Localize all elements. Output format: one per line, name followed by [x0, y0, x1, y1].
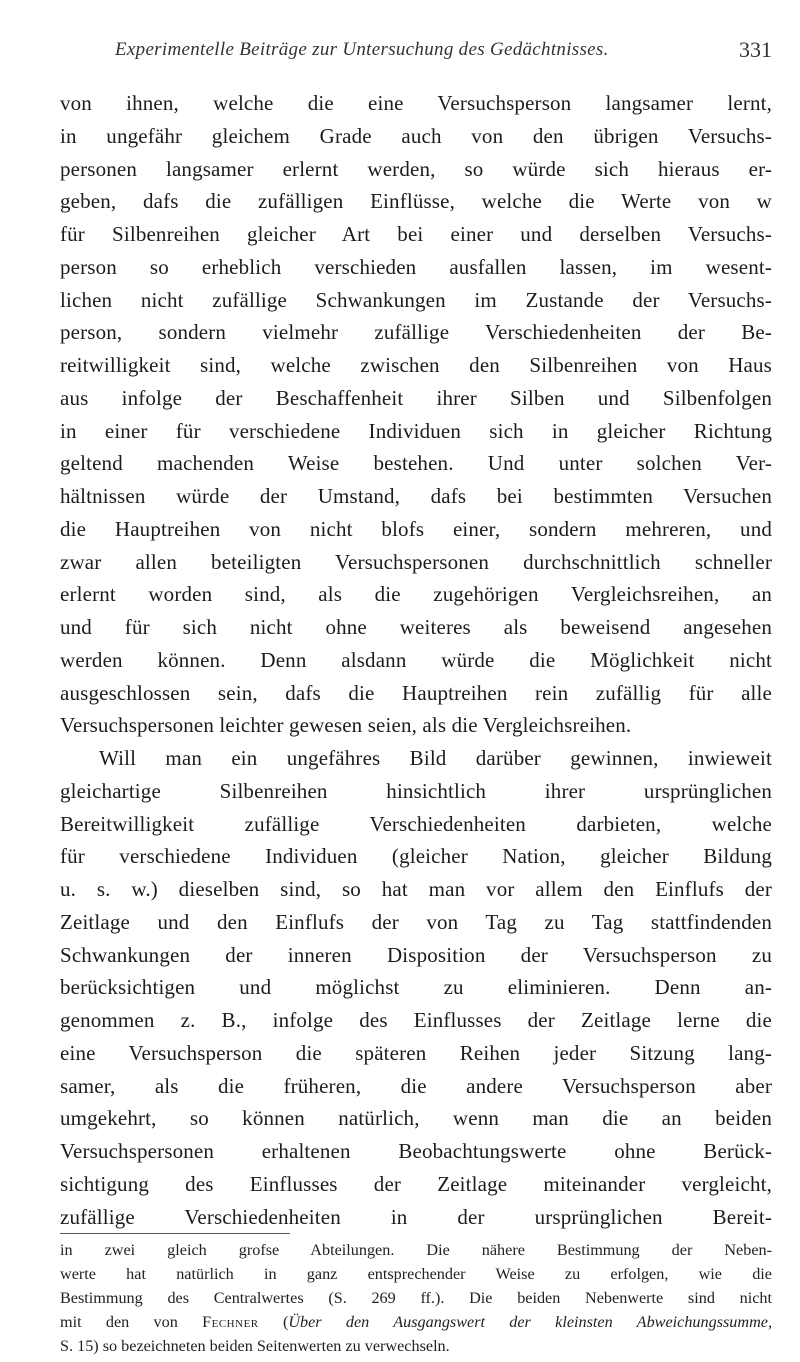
- text-line: für Silbenreihen gleicher Art bei einer und derselben Versuchs-: [60, 222, 772, 246]
- open-paren: (: [282, 1313, 289, 1331]
- footnote: [60, 1238, 772, 1358]
- footnote-line: Bestimmung des Centralwertes (S. 269 ff.). Die beiden Nebenwerte sind nicht: [60, 1289, 772, 1307]
- page-number: 331: [739, 37, 772, 62]
- text-line: Zeitlage und den Einflufs der von Tag zu Tag stattfindenden: [60, 909, 772, 934]
- running-title: Experimentelle Beiträge zur Untersuchung des Gedächtnisses.: [115, 39, 609, 60]
- text-line: genommen z. B., infolge des Einflusses der Zeitlage lerne die: [60, 1008, 772, 1032]
- text-line: u. s. w.) dieselben sind, so hat man vor allem den Einflufs der: [60, 877, 772, 901]
- author-name: Fechner: [202, 1313, 259, 1331]
- text-line: Schwankungen der inneren Disposition der Versuchsperson zu: [60, 942, 772, 967]
- text-line: in einer für verschiedene Individuen sich in gleicher Richtung: [60, 418, 772, 443]
- text-line: samer, als die früheren, die andere Versuchsperson aber: [60, 1073, 772, 1098]
- footnote-line: werte hat natürlich in ganz entsprechender Weise zu erfolgen, wie die: [60, 1265, 772, 1283]
- cited-work-title: Über den Ausgangswert der kleinsten Abweichungssumme,: [288, 1313, 773, 1331]
- footnote-line: S. 15) so bezeichneten beiden Seitenwerten zu verwechseln.: [60, 1337, 450, 1355]
- text-line: ausgeschlossen sein, dafs die Hauptreihen rein zufällig für alle: [60, 680, 772, 705]
- text-line: Will man ein ungefähres Bild darüber gewinnen, inwieweit: [99, 746, 772, 770]
- text-line: und für sich nicht ohne weiteres als beweisend angesehen: [60, 615, 772, 639]
- footnote-line: in zwei gleich grofse Abteilungen. Die nähere Bestimmung der Neben-: [60, 1241, 772, 1259]
- text-line: von ihnen, welche die eine Versuchsperson langsamer lernt,: [60, 91, 772, 115]
- text-line: hältnissen würde der Umstand, dafs bei bestimmten Versuchen: [60, 484, 772, 508]
- text-line: für verschiedene Individuen (gleicher Nation, gleicher Bildung: [60, 844, 772, 869]
- text-line: geltend machenden Weise bestehen. Und unter solchen Ver-: [60, 451, 772, 476]
- text-line: sichtigung des Einflusses der Zeitlage miteinander vergleicht,: [60, 1171, 772, 1196]
- text-line: erlernt worden sind, als die zugehörigen Vergleichsreihen, an: [60, 582, 772, 607]
- text-line: personen langsamer erlernt werden, so würde sich hieraus er-: [60, 156, 772, 181]
- text-line: Versuchspersonen leichter gewesen seien, als die Vergleichsreihen.: [60, 713, 632, 738]
- text-line: person, sondern vielmehr zufällige Verschiedenheiten der Be-: [60, 320, 772, 345]
- footnote-divider: [60, 1233, 290, 1234]
- text-line: berücksichtigen und möglichst zu eliminieren. Denn an-: [60, 975, 772, 1000]
- text-line: zwar allen beteiligten Versuchspersonen durchschnittlich schneller: [60, 549, 772, 574]
- text-line: werden können. Denn alsdann würde die Möglichkeit nicht: [60, 647, 772, 672]
- text-line: aus infolge der Beschaffenheit ihrer Silben und Silbenfolgen: [60, 385, 772, 410]
- text-line: geben, dafs die zufälligen Einflüsse, welche die Werte von w: [60, 189, 772, 214]
- running-head: [60, 36, 772, 68]
- text-line: gleichartige Silbenreihen hinsichtlich ihrer ursprünglichen: [60, 778, 772, 803]
- footnote-text: mit den von: [60, 1313, 178, 1331]
- text-line: eine Versuchsperson die späteren Reihen jeder Sitzung lang-: [60, 1040, 772, 1065]
- text-line: zufällige Verschiedenheiten in der ursprünglichen Bereit-: [60, 1204, 772, 1229]
- text-line: umgekehrt, so können natürlich, wenn man die an beiden: [60, 1106, 772, 1131]
- text-line: person so erheblich verschieden ausfallen lassen, im wesent-: [60, 254, 772, 279]
- text-line: lichen nicht zufällige Schwankungen im Zustande der Versuchs-: [60, 287, 772, 312]
- text-line: die Hauptreihen von nicht blofs einer, sondern mehreren, und: [60, 516, 772, 541]
- footnote-line: [60, 1310, 772, 1334]
- body-text: [60, 87, 772, 1233]
- text-line: Bereitwilligkeit zufällige Verschiedenheiten darbieten, welche: [60, 811, 772, 836]
- text-line: reitwilligkeit sind, welche zwischen den Silbenreihen von Haus: [60, 353, 772, 377]
- text-line: in ungefähr gleichem Grade auch von den übrigen Versuchs-: [60, 123, 772, 148]
- text-line: Versuchspersonen erhaltenen Beobachtungswerte ohne Berück-: [60, 1139, 772, 1163]
